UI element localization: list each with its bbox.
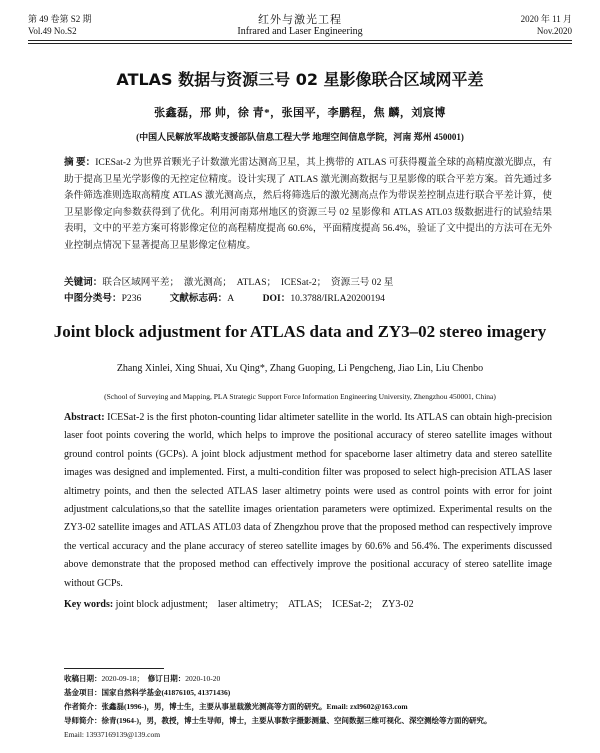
english-abstract-text: ICESat-2 is the first photon-counting lidar altimeter satellite in the world. Its ATLAS can obtain high-precision laser foot points covering the world, which helps to improve the positional accuracy of stereo satellite images without ground control points (GCPs). A joint block adjustment method for spaceborne laser altimetry data and stereo satellite images was designed and implemented. First, a multi-condition filter was proposed to select high-precision ATLAS laser altimetry points, and then the selected ATLAS laser altimetry points were used as control points with error for joint adjustment calculations,so that the satellite images orientation parameters were optimized. Experimental results on the ZY3-02 satellite images and ATLAS ATL03 data of Zhengzhou prove that the proposed method can respectively improve the vertical accuracy and the plane accuracy of stereo satellite images by 60.6% and 56.4%. The experiments discussed above demonstrate that the proposed method can effectively improve the positional accuracy of stereo satellite image without GCPs. (64, 412, 552, 589)
english-keywords-label: Key words: (64, 599, 114, 610)
journal-name-en: Infrared and Laser Engineering (237, 26, 363, 37)
received-date: 2020-09-18； (101, 674, 144, 683)
header-rule-thin (28, 43, 572, 44)
revised-label: 修订日期： (147, 674, 186, 683)
volume-issue-en: Vol.49 No.S2 (28, 26, 77, 36)
revised-date: 2020-10-20 (185, 674, 221, 683)
chinese-title: ATLAS 数据与资源三号 02 星影像联合区域网平差 (116, 70, 484, 89)
advisor-email: Email: 13937169139@139.com (64, 730, 161, 739)
document-code-label: 文献标志码： (169, 293, 228, 304)
doi-value: 10.3788/IRLA20200194 (290, 293, 385, 304)
chinese-abstract-text: ICESat-2 为世界首颗光子计数激光雷达测高卫星，其上携带的 ATLAS 可获得覆盖全球的高精度激光脚点，有助于提高卫星光学影像的无控定位精度。设计实现了 ATLAS 激光测高数据与卫星影像的联合平差方案。首先通过多条件筛选准则选取高精度 ATLAS 激光测高点，然后将筛选后的激光测高点作为带误差控制点进行联合平差计算，使卫星影像定向参数获得到了优化。利用河南郑州地区的资源三号 02 星影像和 ATLAS ATL03 级数据进行的试验结果表明，文中的平差方案可将影像定位的高程精度提高 60.6%，平面精度提高 56.4%，验证了文中提出的方法可在无外业控制点情况下显著提高卫星影像定位精度。 (64, 157, 553, 251)
doi-label: DOI： (262, 293, 291, 304)
chinese-affiliation: (中国人民解放军战略支援部队信息工程大学 地理空间信息学院，河南 郑州 450001) (136, 132, 464, 142)
chinese-keywords (64, 276, 552, 290)
footnote-fund (64, 687, 574, 698)
chinese-keywords-label: 关键词： (64, 277, 103, 288)
clc-label: 中图分类号： (64, 293, 122, 304)
issue-date-en: Nov.2020 (536, 26, 572, 36)
author-bio-text: 张鑫磊(1996-)，男，博士生，主要从事星载激光测高等方面的研究。Email: zxl9602@163.com (101, 702, 408, 711)
journal-name-cn: 红外与激光工程 (258, 14, 342, 26)
volume-issue-cn: 第 49 卷第 S2 期 (28, 14, 92, 24)
issue-date-cn: 2020 年 11 月 (520, 14, 572, 24)
english-abstract (64, 409, 552, 593)
classification-line (64, 292, 552, 306)
clc-number (64, 293, 141, 304)
document-code-value: A (227, 293, 235, 304)
footnote-first-author (64, 701, 574, 712)
chinese-abstract (64, 155, 552, 255)
doi (263, 293, 385, 304)
author-bio-label: 作者简介： (64, 702, 102, 711)
document-code (170, 293, 235, 304)
header-rule-thick (28, 40, 572, 41)
footnote-rule (64, 668, 164, 669)
running-header (28, 12, 572, 44)
received-label: 收稿日期： (64, 674, 102, 683)
english-authors: Zhang Xinlei, Xing Shuai, Xu Qing*, Zhang Guoping, Li Pengcheng, Jiao Lin, Liu Chenbo (116, 363, 484, 374)
chinese-abstract-label: 摘 要： (64, 157, 96, 168)
footnote-advisor (64, 715, 574, 726)
fund-text: 国家自然科学基金(41876105, 41371436) (101, 688, 231, 697)
advisor-bio-text: 徐青(1964-)，男，教授，博士生导师，博士，主要从事数字摄影测量、空间数据三维可视化、深空测绘等方面的研究。 (101, 716, 492, 725)
footnote-advisor-email (64, 729, 574, 740)
fund-label: 基金项目： (64, 688, 102, 697)
english-keywords (64, 598, 552, 612)
advisor-bio-label: 导师简介： (64, 716, 102, 725)
chinese-authors: 张鑫磊，邢 帅，徐 青*，张国平，李鹏程，焦 麟，刘宸博 (154, 107, 446, 119)
chinese-keywords-text: 联合区域网平差； 激光测高； ATLAS； ICESat-2； 资源三号 02 星 (102, 277, 394, 288)
clc-value: P236 (121, 293, 142, 304)
footnote-dates (64, 673, 574, 684)
english-title: Joint block adjustment for ATLAS data and ZY3–02 stereo imagery (53, 322, 547, 341)
english-abstract-label: Abstract: (64, 412, 105, 423)
english-affiliation: (School of Surveying and Mapping, PLA Strategic Support Force Information Engineering University, Zhengzhou 450001, China) (104, 392, 496, 401)
english-keywords-text: joint block adjustment; laser altimetry; ATLAS; ICESat-2; ZY3-02 (115, 599, 414, 610)
